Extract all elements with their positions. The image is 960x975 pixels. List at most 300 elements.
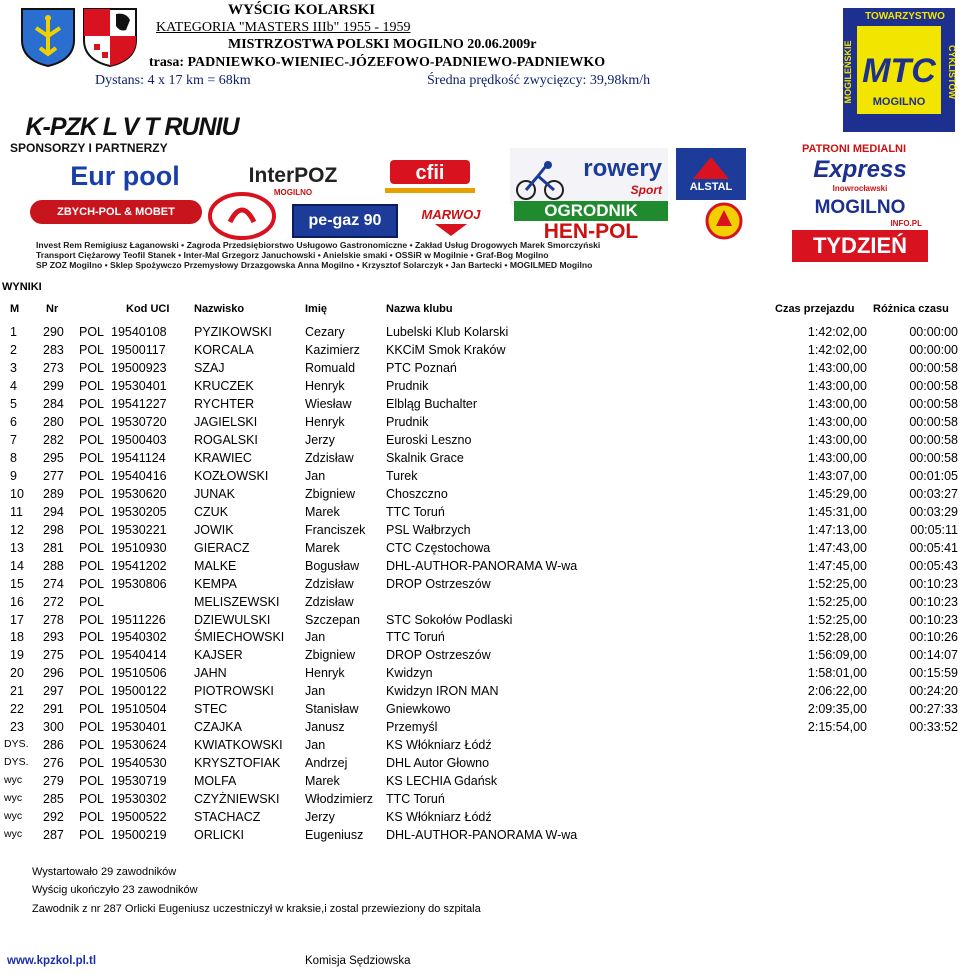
cell-surname: DZIEWULSKI [194,612,271,627]
cell-time-gap: 00:10:23 [909,576,958,591]
cell-time: 1:45:29,00 [807,486,867,501]
cell-uci-code: 19510506 [111,666,167,681]
table-row [0,451,960,469]
cell-first-name: Zdzisław [305,576,354,591]
cell-time-gap: 00:00:58 [909,432,958,447]
table-row [0,738,960,756]
cell-surname: STEC [194,702,228,717]
cell-place: 7 [10,432,17,447]
cell-country: POL [79,612,105,627]
cell-place: 2 [10,342,17,357]
cell-uci-code: 19540414 [111,648,167,663]
cell-surname: KEMPA [194,576,237,591]
cell-place: 21 [10,684,24,699]
cell-uci-code: 19530620 [111,486,167,501]
marwoj-logo [400,204,502,240]
cell-time: 1:43:00,00 [807,360,867,375]
website-link[interactable]: www.kpzkol.pl.tl [7,955,97,967]
cell-place: 10 [10,486,24,501]
cell-place: wyc [4,774,23,787]
route-line: trasa: PADNIEWKO-WIENIEC-JÓZEFOWO-PADNIEWO-PADNIEWKO [149,55,606,70]
cell-uci-code: 19530401 [111,378,167,393]
kpzkol-logo: K-PZK L V T RUNIU [25,112,239,141]
alstal-logo [676,148,746,200]
col-header-kod: Kod UCI [126,303,170,315]
cell-first-name: Jerzy [305,810,335,825]
fire-brigade-emblem-icon [704,202,744,240]
cell-start-number: 284 [43,396,64,411]
cell-start-number: 280 [43,414,64,429]
cell-club: TTC Toruń [386,792,445,807]
sponsor-banner [0,108,960,268]
cell-time: 2:09:35,00 [807,702,867,717]
ogrodnik-logo: OGRODNIK [514,201,668,221]
cell-surname: KRAWIEC [194,450,252,465]
avg-speed-line: Średna prędkość zwycięzcy: 39,98km/h [427,73,651,88]
rowery-sport-text: Sport [630,183,662,197]
cell-first-name: Szczepan [305,612,360,627]
cell-country: POL [79,738,105,753]
cell-club: Choszczno [386,486,448,501]
cell-start-number: 288 [43,558,64,573]
cell-time-gap: 00:05:41 [909,540,958,555]
cell-place: wyc [4,810,23,823]
cell-start-number: 279 [43,774,64,789]
cell-uci-code: 19500117 [111,342,166,357]
cell-time-gap: 00:00:00 [909,325,958,339]
cell-uci-code: 19511226 [111,612,166,627]
cell-uci-code: 19500522 [111,810,167,825]
table-row [0,505,960,523]
interpoz-text: InterPOZ [248,163,338,187]
cell-country: POL [79,540,105,555]
cell-country: POL [79,414,105,429]
cell-start-number: 297 [43,684,64,699]
cell-uci-code: 19540302 [111,630,167,645]
table-row [0,666,960,684]
cell-start-number: 281 [43,540,64,555]
cell-place: 14 [10,558,24,573]
cell-country: POL [79,684,105,699]
cell-club: Kwidzyn IRON MAN [386,684,499,699]
table-row [0,487,960,505]
cell-start-number: 285 [43,792,64,807]
cell-time: 1:58:01,00 [807,666,867,681]
cell-club: Prudnik [386,378,429,393]
cfii-logo-icon [380,156,480,198]
cell-first-name: Bogusław [305,558,360,573]
cell-time-gap: 00:00:58 [909,360,958,375]
cell-country: POL [79,450,105,465]
cell-time-gap: 00:24:20 [909,684,958,699]
cell-surname: MOLFA [194,774,237,789]
express-logo [790,156,930,192]
cell-time-gap: 00:05:11 [910,522,958,537]
cell-start-number: 294 [43,504,64,519]
cell-uci-code: 19510504 [111,702,167,717]
distance-line: Dystans: 4 x 17 km = 68km [95,73,251,88]
mogilno-info-sub: INFO.PL [890,218,922,228]
cell-start-number: 275 [43,648,64,663]
cell-time: 1:43:00,00 [807,414,867,429]
cell-club: DHL Autor Głowno [386,756,490,771]
mogilno-info-logo [790,198,930,226]
cell-place: 12 [10,522,24,537]
cell-place: 18 [10,630,24,645]
cell-country: POL [79,396,105,411]
alstal-text: ALSTAL [689,181,733,193]
cell-surname: PYZIKOWSKI [194,325,272,339]
cell-first-name: Zbigniew [305,648,356,663]
cell-start-number: 274 [43,576,64,591]
cell-first-name: Włodzimierz [305,792,374,807]
table-row [0,595,960,613]
cell-time: 1:42:02,00 [807,342,867,357]
cell-place: wyc [4,792,23,805]
cell-time-gap: 00:00:58 [909,396,958,411]
cell-surname: KAJSER [194,648,243,663]
cell-time: 1:52:25,00 [807,612,867,627]
cell-first-name: Andrzej [305,756,348,771]
cell-time: 1:56:09,00 [807,648,867,663]
cell-first-name: Janusz [305,720,345,735]
cell-start-number: 273 [43,360,64,375]
cell-time-gap: 00:03:27 [909,486,958,501]
cell-club: Przemyśl [386,720,438,735]
cell-time: 2:15:54,00 [807,720,867,735]
category-line: KATEGORIA "MASTERS IIIb" 1955 - 1959 [156,20,411,35]
cell-club: DHL-AUTHOR-PANORAMA W-wa [386,558,578,573]
cell-country: POL [79,468,105,483]
cell-first-name: Henryk [305,378,345,393]
cyclist-icon [514,160,566,200]
cell-time-gap: 00:01:05 [909,468,958,483]
cell-club: Euroski Leszno [386,432,472,447]
cell-place: 8 [10,450,17,465]
cell-place: wyc [4,828,23,841]
cell-surname: CZUK [194,504,229,519]
cell-country: POL [79,756,105,771]
cell-place: 11 [10,504,23,519]
table-row [0,810,960,828]
cell-time-gap: 00:10:26 [909,630,958,645]
cell-time: 1:45:31,00 [807,504,867,519]
cell-time-gap: 00:15:59 [909,666,958,681]
cell-first-name: Marek [305,504,340,519]
cell-start-number: 282 [43,432,64,447]
henpol-logo: HEN-POL [543,220,639,243]
cell-surname: ŚMIECHOWSKI [194,630,285,645]
cell-time-gap: 00:10:23 [909,594,958,609]
championship-line: MISTRZOSTWA POLSKI MOGILNO 20.06.2009r [228,37,537,52]
cell-time-gap: 00:00:00 [909,342,958,357]
cell-place: 3 [10,360,17,375]
cell-time-gap: 00:00:58 [909,414,958,429]
cell-start-number: 283 [43,342,64,357]
kuyavia-coat-of-arms-icon [80,6,140,68]
cell-country: POL [79,486,105,501]
cell-club: Skalnik Grace [386,450,464,465]
cell-first-name: Marek [305,540,340,555]
cell-club: KS LECHIA Gdańsk [386,774,498,789]
table-row [0,325,960,343]
cell-uci-code: 19510930 [111,540,167,555]
cell-time-gap: 00:10:23 [909,612,958,627]
cell-place: 15 [10,576,24,591]
mtc-bottom-text: MOGILNO [872,96,926,108]
sponsor-line-3: SP ZOZ Mogilno • Sklep Spożywczo Przemysłowy Drzazgowska Anna Mogilno • Krzysztof Solarczyk • Jan Bartecki • MOGILMED Mogilno [36,260,593,270]
mtc-right-text: CYKLISTÓW [947,45,957,99]
cell-first-name: Jerzy [305,432,335,447]
cell-surname: JOWIK [194,522,234,537]
cell-country: POL [79,648,105,663]
cell-time: 1:43:00,00 [807,450,867,465]
cell-first-name: Franciszek [305,522,366,537]
cell-time: 1:52:25,00 [807,594,867,609]
cell-first-name: Jan [305,630,326,645]
alstal-triangle-icon [691,155,731,181]
cell-club: KS Włókniarz Łódź [386,810,492,825]
table-row [0,577,960,595]
cell-uci-code: 19530806 [111,576,167,591]
cell-club: DROP Ostrzeszów [386,648,491,663]
cell-time: 1:43:00,00 [807,432,867,447]
table-row [0,630,960,648]
cell-club: Prudnik [386,414,429,429]
cell-uci-code: 19540416 [111,468,167,483]
cell-time-gap: 00:00:58 [909,378,958,393]
table-row [0,379,960,397]
europool-logo: Eur pool [70,160,180,191]
cell-start-number: 287 [43,828,64,843]
cell-surname: ROGALSKI [194,432,258,447]
cell-place: 23 [10,720,24,735]
cell-surname: CZAJKA [194,720,242,735]
cell-country: POL [79,522,105,537]
table-row [0,756,960,774]
cell-country: POL [79,630,105,645]
cell-country: POL [79,774,105,789]
cell-start-number: 290 [43,325,64,339]
col-header-roznica: Różnica czasu [873,303,949,315]
cell-time: 1:52:28,00 [807,630,867,645]
cell-uci-code: 19540530 [111,756,167,771]
cell-country: POL [79,432,105,447]
cell-surname: STACHACZ [194,810,261,825]
cell-country: POL [79,360,105,375]
section-label: WYNIKI [2,281,42,293]
cell-country: POL [79,504,105,519]
cell-start-number: 272 [43,594,64,609]
mtc-left-text: MOGILEŃSKIE [843,40,853,104]
cell-surname: PIOTROWSKI [194,684,274,699]
cell-time: 1:47:43,00 [807,540,867,555]
cell-place: 17 [10,612,24,627]
cell-surname: KWIATKOWSKI [194,738,283,753]
cell-uci-code: 19541227 [111,396,167,411]
cell-club: KKCiM Smok Kraków [386,342,506,357]
cell-uci-code: 19530302 [111,792,167,807]
cell-country: POL [79,342,105,357]
cell-start-number: 278 [43,612,64,627]
cell-club: PTC Poznań [386,360,457,375]
express-sub: Inowrocławski [832,183,888,193]
cell-first-name: Jan [305,738,326,753]
cell-surname: KRYSZTOFIAK [194,756,281,771]
cell-first-name: Zdzisław [305,450,354,465]
cell-start-number: 296 [43,666,64,681]
cell-start-number: 276 [43,756,64,771]
cell-first-name: Wiesław [305,396,352,411]
table-row [0,523,960,541]
cell-uci-code: 19530401 [111,720,167,735]
cell-time-gap: 00:33:52 [909,720,958,735]
express-text: Express [813,155,907,183]
cell-place: 22 [10,702,24,717]
cell-club: Gniewkowo [386,702,451,717]
cell-first-name: Jan [305,684,326,699]
cell-first-name: Kazimierz [305,342,360,357]
cell-first-name: Zbigniew [305,486,356,501]
cell-first-name: Marek [305,774,340,789]
mogilno-info-text: MOGILNO [814,196,906,218]
cell-uci-code: 19500923 [111,360,167,375]
cell-first-name: Jan [305,468,326,483]
cell-first-name: Stanisław [305,702,359,717]
table-row [0,702,960,720]
cell-club: KS Włókniarz Łódź [386,738,492,753]
cell-uci-code: 19530221 [111,522,167,537]
cell-place: 20 [10,666,24,681]
table-row [0,559,960,577]
mogilno-coat-of-arms-icon [18,6,78,68]
cell-time: 1:47:13,00 [807,522,867,537]
cell-start-number: 295 [43,450,64,465]
cell-surname: KOZŁOWSKI [194,468,269,483]
svg-text:cfii: cfii [415,162,445,184]
cell-place: 5 [10,396,17,411]
cell-surname: SZAJ [194,360,225,375]
cell-uci-code: 19530719 [111,774,167,789]
cell-country: POL [79,558,105,573]
cell-surname: RYCHTER [194,396,255,411]
col-header-nr: Nr [46,303,59,315]
table-row [0,433,960,451]
cell-start-number: 277 [43,468,64,483]
cell-uci-code: 19530205 [111,504,167,519]
col-header-m: M [10,303,20,315]
table-row [0,397,960,415]
col-header-nazwisko: Nazwisko [194,303,245,315]
cell-first-name: Romuald [305,360,356,375]
cell-time: 1:52:25,00 [807,576,867,591]
footer-note: Zawodnik z nr 287 Orlicki Eugeniusz uczestniczył w kraksie,i zostal przewieziony do szpitala [32,903,481,915]
cell-club: PSL Wałbrzych [386,522,471,537]
cell-uci-code: 19500403 [111,432,167,447]
cell-place: 9 [10,468,17,483]
cell-country: POL [79,378,105,393]
cell-start-number: 300 [43,720,64,735]
cell-first-name: Cezary [305,325,345,339]
mtc-top-text: TOWARZYSTWO [865,11,945,22]
zbych-pol-logo: ZBYCH-POL & MOBET [30,200,202,224]
col-header-czas: Czas przejazdu [775,303,855,315]
table-row [0,774,960,792]
cell-first-name: Zdzisław [305,594,354,609]
cell-club: Kwidzyn [386,666,433,681]
cell-uci-code: 19500219 [111,828,167,843]
table-row [0,720,960,738]
table-row [0,648,960,666]
cell-place: 19 [10,648,24,663]
patroni-medialni-title: PATRONI MEDIALNI [801,143,907,155]
cell-start-number: 298 [43,522,64,537]
table-row [0,343,960,361]
table-row [0,415,960,433]
cell-start-number: 293 [43,630,64,645]
cell-uci-code: 19500122 [111,684,167,699]
tydzien-logo: TYDZIEŃ [792,230,928,262]
cell-club: TTC Toruń [386,504,445,519]
cell-place: 1 [10,325,17,339]
sponsor-line-2: Transport Ciężarowy Teofil Stanek • Inter-Mal Grzegorz Januchowski • Anielskie smaki • OSSiR w Mogilnie • Graf-Bog Mogilno [36,250,549,260]
mtc-main-text: MTC [862,52,936,90]
col-header-klub: Nazwa klubu [386,303,453,315]
cell-time-gap: 00:00:58 [909,450,958,465]
cell-club: DHL-AUTHOR-PANORAMA W-wa [386,828,578,843]
table-row [0,828,960,846]
cell-surname: JAGIELSKI [194,414,258,429]
interpoz-sub: MOGILNO [273,187,313,197]
cell-uci-code: 19530624 [111,738,167,753]
table-row [0,541,960,559]
sponsors-title: SPONSORZY I PARTNERZY [10,141,168,155]
cell-surname: JUNAK [194,486,235,501]
cell-country: POL [79,594,105,609]
cell-country: POL [79,828,105,843]
cell-place: DYS. [4,738,29,751]
cell-first-name: Eugeniusz [305,828,364,843]
table-row [0,684,960,702]
cell-club: STC Sokołów Podlaski [386,612,513,627]
cell-time: 1:43:00,00 [807,378,867,393]
marwoj-text: MARWOJ [421,206,481,222]
cell-time: 1:42:02,00 [807,325,867,339]
cell-place: 6 [10,414,17,429]
cell-start-number: 292 [43,810,64,825]
table-row [0,469,960,487]
cell-surname: ORLICKI [194,828,245,843]
cell-club: DROP Ostrzeszów [386,576,491,591]
cell-start-number: 286 [43,738,64,753]
table-row [0,613,960,631]
table-row [0,792,960,810]
footer-started: Wystartowało 29 zawodników [32,866,177,878]
cell-time-gap: 00:27:33 [909,702,958,717]
cell-start-number: 299 [43,378,64,393]
cell-club: TTC Toruń [386,630,445,645]
sponsor-line-1: Invest Rem Remigiusz Łaganowski • Zagroda Przedsiębiorstwo Usługowo Gastronomiczne • Zakład Usług Drogowych Marek Smorczyński [36,240,601,250]
race-title: WYŚCIG KOLARSKI [228,2,376,18]
cell-place: DYS. [4,756,29,769]
cell-surname: MELISZEWSKI [194,594,280,609]
table-row [0,361,960,379]
cell-uci-code: 19541124 [111,450,166,465]
cell-place: 4 [10,378,17,393]
jury-signature: Komisja Sędziowska [305,955,411,967]
cell-uci-code: 19540108 [111,325,167,339]
cell-surname: KORCALA [194,342,254,357]
